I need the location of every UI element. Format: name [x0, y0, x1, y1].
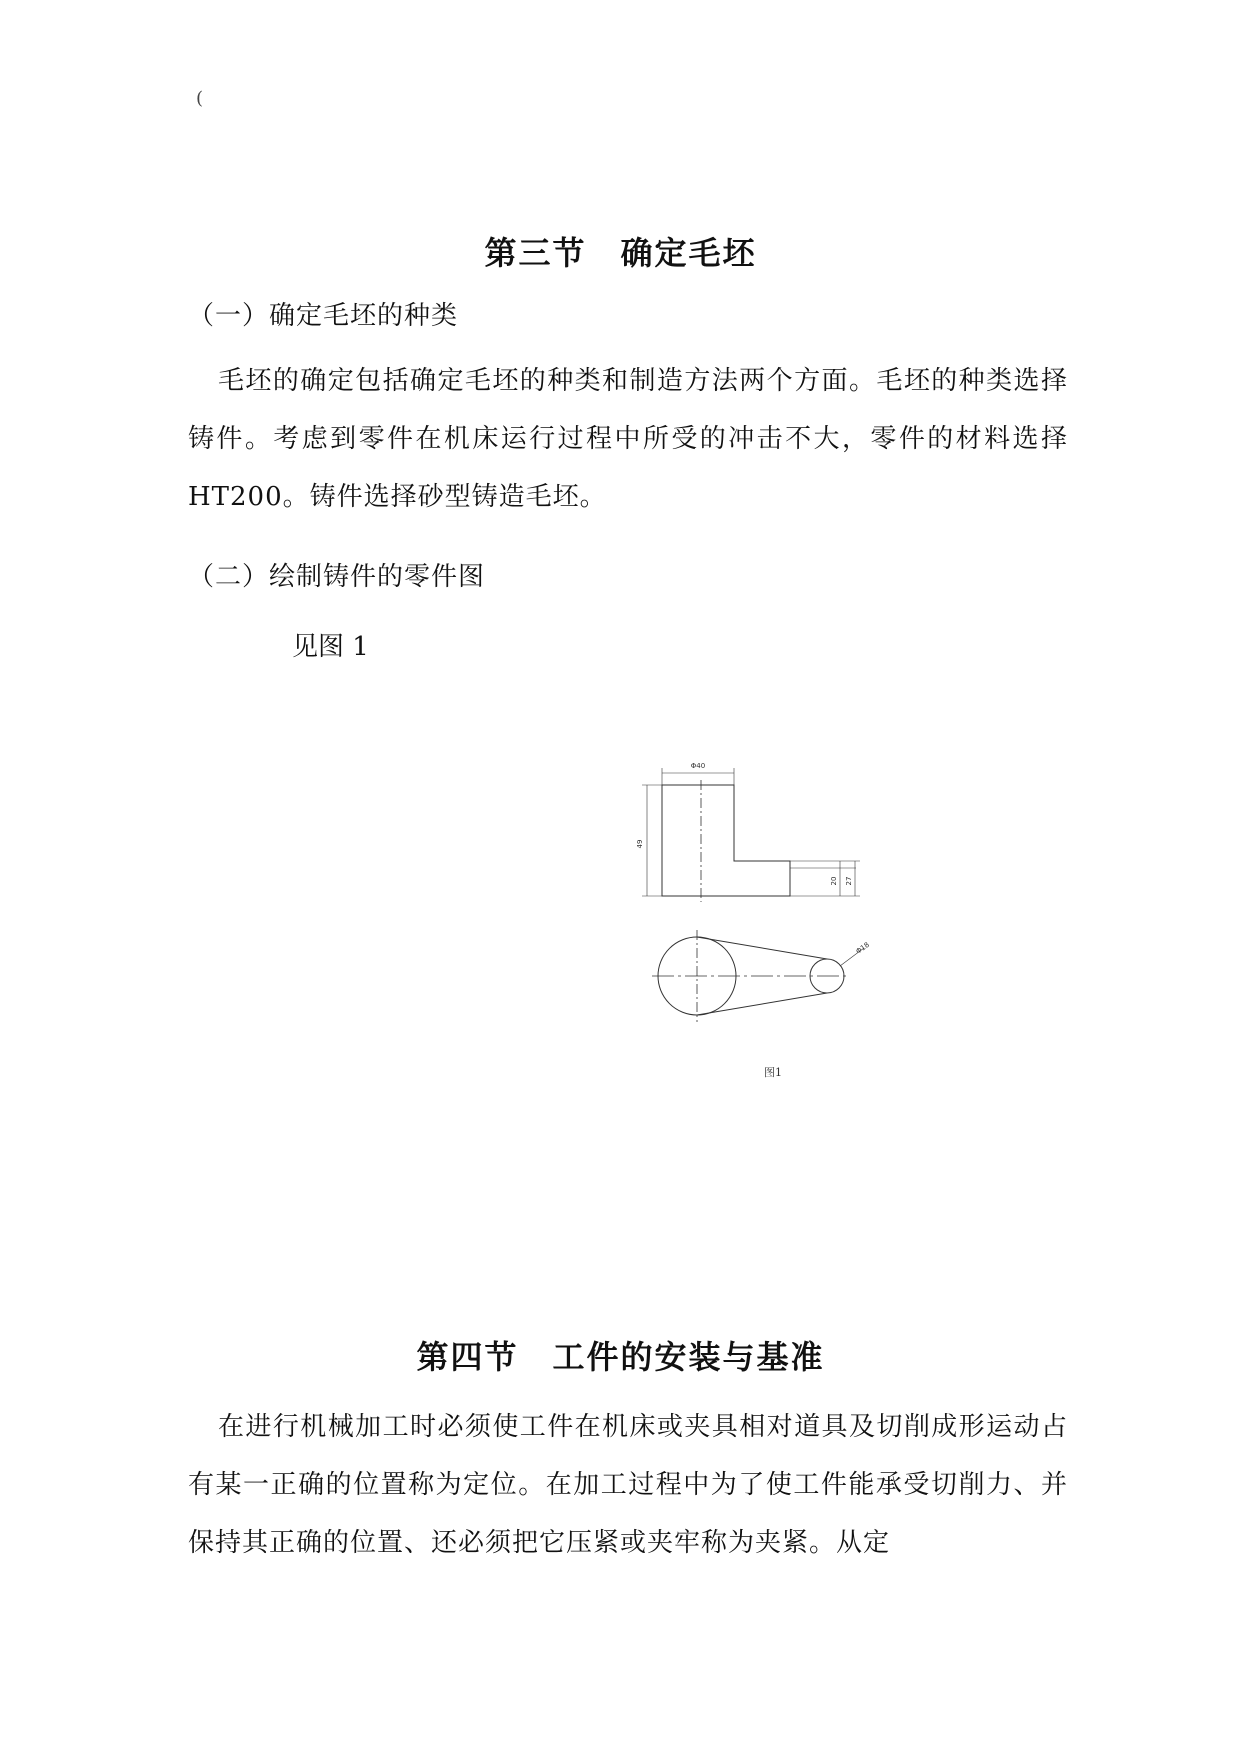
paragraph-positioning: 在进行机械加工时必须使工件在机床或夹具相对道具及切削成形运动占有某一正确的位置称为定位。在加工过程中为了使工件能承受切削力、并保持其正确的位置、还必须把它压紧或夹牢称为夹紧。从定: [188, 1412, 1068, 1558]
plan-view-lower-tangent: [697, 993, 827, 1015]
dim-label-right-outer: 27: [845, 876, 853, 886]
dim-label-left: 49: [636, 839, 644, 849]
dim-label-right-inner: 20: [830, 876, 838, 886]
figure-caption: 图1: [764, 1066, 782, 1079]
section-4-title: 第四节 工件的安装与基准: [416, 1338, 825, 1376]
dim-label-top: Φ40: [690, 762, 706, 770]
subheading-blank-type: （一）确定毛坯的种类: [188, 301, 459, 331]
plan-view-upper-tangent: [697, 937, 827, 959]
dim-label-radius: Φ18: [854, 940, 871, 956]
subheading-casting-drawing: （二）绘制铸件的零件图: [188, 562, 486, 592]
paragraph-blank-selection: 毛坯的确定包括确定毛坯的种类和制造方法两个方面。毛坯的种类选择铸件。考虑到零件在机床运行过程中所受的冲击不大，零件的材料选择HT200。铸件选择砂型铸造毛坯。: [188, 366, 1068, 512]
section-3-title: 第三节 确定毛坯: [484, 234, 757, 272]
front-view-outline: [662, 785, 790, 896]
see-figure-text: 见图 1: [292, 632, 369, 662]
casting-part-drawing: [600, 740, 920, 1060]
corner-mark: (: [196, 88, 204, 109]
